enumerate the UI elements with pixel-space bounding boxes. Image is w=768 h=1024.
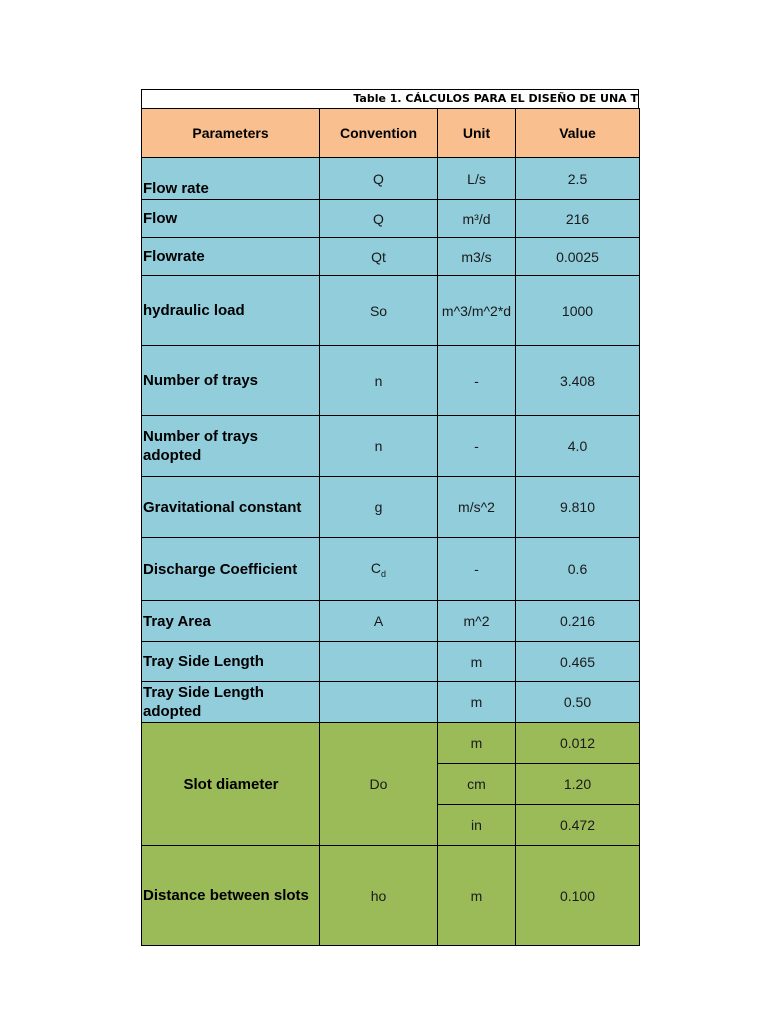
table-row — [142, 723, 640, 764]
header-unit: Unit — [438, 109, 516, 158]
convention-cell[interactable]: A — [320, 601, 438, 642]
table-row — [142, 416, 640, 477]
unit-cell[interactable]: L/s — [438, 158, 516, 200]
convention-cell[interactable]: n — [320, 346, 438, 416]
table-row — [142, 276, 640, 346]
param-cell[interactable]: Flow rate — [142, 158, 320, 200]
unit-cell[interactable]: - — [438, 346, 516, 416]
unit-cell[interactable]: m/s^2 — [438, 477, 516, 538]
unit-cell[interactable]: - — [438, 538, 516, 601]
convention-cell[interactable] — [320, 642, 438, 682]
header-convention: Convention — [320, 109, 438, 158]
convention-cell[interactable]: n — [320, 416, 438, 477]
value-cell[interactable]: 2.5 — [516, 158, 640, 200]
value-cell[interactable]: 1.20 — [516, 764, 640, 805]
value-cell[interactable]: 0.012 — [516, 723, 640, 764]
value-cell[interactable]: 9.810 — [516, 477, 640, 538]
param-cell[interactable]: Tray Side Length — [142, 642, 320, 682]
convention-cell[interactable] — [320, 682, 438, 723]
unit-cell[interactable]: in — [438, 805, 516, 846]
value-cell[interactable]: 0.6 — [516, 538, 640, 601]
table-row — [142, 682, 640, 723]
convention-subscript: d — [381, 568, 387, 579]
value-cell[interactable]: 0.216 — [516, 601, 640, 642]
table-row — [142, 538, 640, 601]
value-cell[interactable]: 4.0 — [516, 416, 640, 477]
param-cell[interactable]: Discharge Coefficient — [142, 538, 320, 601]
param-cell[interactable]: Tray Side Length adopted — [142, 682, 320, 723]
header-row — [142, 109, 640, 158]
value-cell[interactable]: 0.472 — [516, 805, 640, 846]
param-cell[interactable]: Slot diameter — [142, 723, 320, 846]
param-cell[interactable]: Gravitational constant — [142, 477, 320, 538]
value-cell[interactable]: 0.0025 — [516, 238, 640, 276]
param-cell[interactable]: Tray Area — [142, 601, 320, 642]
unit-cell[interactable]: - — [438, 416, 516, 477]
table-title: Table 1. CÁLCULOS PARA EL DISEÑO DE UNA T — [141, 89, 639, 108]
convention-symbol: C — [370, 559, 382, 576]
table-row — [142, 238, 640, 276]
unit-cell[interactable]: m — [438, 846, 516, 946]
convention-cell[interactable]: Q — [320, 200, 438, 238]
table-row — [142, 601, 640, 642]
table-row — [142, 200, 640, 238]
param-cell[interactable]: Number of trays adopted — [142, 416, 320, 477]
convention-cell[interactable]: ho — [320, 846, 438, 946]
table-row — [142, 846, 640, 946]
convention-cell[interactable]: Do — [320, 723, 438, 846]
table-row — [142, 477, 640, 538]
calculation-table — [141, 108, 640, 946]
unit-cell[interactable]: m — [438, 642, 516, 682]
value-cell[interactable]: 1000 — [516, 276, 640, 346]
spreadsheet-table-area — [141, 89, 639, 946]
param-cell[interactable]: Distance between slots — [142, 846, 320, 946]
table-row — [142, 642, 640, 682]
param-cell[interactable]: hydraulic load — [142, 276, 320, 346]
value-cell[interactable]: 0.100 — [516, 846, 640, 946]
param-cell[interactable]: Flow — [142, 200, 320, 238]
convention-cell[interactable]: So — [320, 276, 438, 346]
unit-cell[interactable]: m^3/m^2*d — [438, 276, 516, 346]
unit-cell[interactable]: m^2 — [438, 601, 516, 642]
param-cell[interactable]: Flowrate — [142, 238, 320, 276]
unit-cell[interactable]: m3/s — [438, 238, 516, 276]
value-cell[interactable]: 216 — [516, 200, 640, 238]
table-row — [142, 346, 640, 416]
unit-cell[interactable]: m — [438, 723, 516, 764]
convention-cell[interactable]: Qt — [320, 238, 438, 276]
table-row — [142, 158, 640, 200]
value-cell[interactable]: 0.50 — [516, 682, 640, 723]
header-value: Value — [516, 109, 640, 158]
unit-cell[interactable]: m — [438, 682, 516, 723]
convention-cell[interactable]: Q — [320, 158, 438, 200]
header-parameters: Parameters — [142, 109, 320, 158]
unit-cell[interactable]: cm — [438, 764, 516, 805]
convention-cell[interactable]: g — [320, 477, 438, 538]
value-cell[interactable]: 0.465 — [516, 642, 640, 682]
convention-cell[interactable] — [320, 538, 438, 601]
value-cell[interactable]: 3.408 — [516, 346, 640, 416]
unit-cell[interactable]: m³/d — [438, 200, 516, 238]
param-cell[interactable]: Number of trays — [142, 346, 320, 416]
